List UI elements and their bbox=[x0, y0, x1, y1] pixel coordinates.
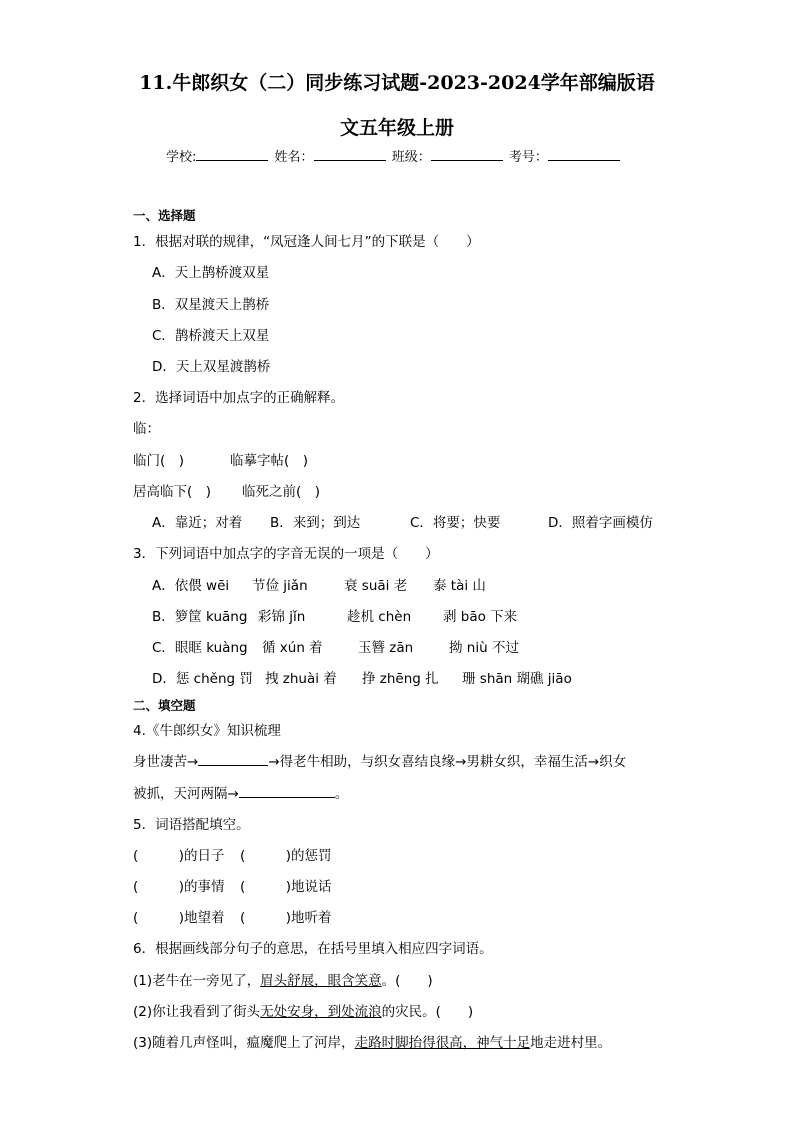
q4-stem: 4.《牛郎织女》知识梳理 bbox=[133, 723, 281, 739]
q1-option-b[interactable]: B．双星渡天上鹊桥 bbox=[152, 297, 270, 313]
q5-item-6[interactable]: ( )地听着 bbox=[240, 910, 332, 926]
q1-option-a[interactable]: A．天上鹊桥渡双星 bbox=[152, 265, 270, 281]
school-label: 学校: bbox=[166, 150, 197, 165]
q4-line-1 bbox=[133, 753, 626, 771]
q3-c-word-4: 拗 niù 不过 bbox=[449, 640, 519, 656]
q4-blank-2[interactable] bbox=[239, 785, 335, 798]
q4-text-3: 被抓，天河两隔→ bbox=[133, 786, 239, 802]
q2-word: 临： bbox=[133, 421, 160, 437]
worksheet-title-line2: 文五年级上册 bbox=[339, 117, 454, 139]
q5-item-2[interactable]: ( )的惩罚 bbox=[240, 848, 332, 864]
q3-a-word-4: 泰 tài 山 bbox=[433, 578, 486, 594]
q6-s1-underlined: 眉头舒展，眼含笑意 bbox=[260, 973, 382, 989]
q6-s3-underlined: 走路时脚抬得很高，神气十足 bbox=[354, 1035, 531, 1051]
q6-s2-text: (2)你让我看到了街头 bbox=[133, 1004, 261, 1020]
q6-sentence-2 bbox=[133, 1003, 473, 1021]
q2-item-4: 临死之前( ) bbox=[242, 484, 321, 500]
q3-b-word-4: 剥 bāo 下来 bbox=[443, 609, 518, 625]
q3-stem: 3．下列词语中加点字的字音无误的一项是（ ） bbox=[133, 546, 439, 562]
q6-s1-text: (1)老牛在一旁见了， bbox=[133, 973, 261, 989]
q3-a-word-3: 衰 suāi 老 bbox=[344, 578, 408, 594]
q6-sentence-1 bbox=[133, 972, 433, 990]
q2-item-3: 居高临下( ) bbox=[133, 484, 212, 500]
q6-s2-underlined: 无处安身，到处流浪 bbox=[260, 1004, 382, 1020]
q1-option-d[interactable]: D．天上双星渡鹊桥 bbox=[152, 359, 271, 375]
q2-stem: 2．选择词语中加点字的正确解释。 bbox=[133, 390, 345, 406]
q5-item-3[interactable]: ( )的事情 bbox=[133, 879, 225, 895]
q3-option-b[interactable]: B．箩筐 kuāng bbox=[152, 609, 248, 625]
q6-s1-answer[interactable]: 。( ) bbox=[381, 973, 433, 989]
q6-stem: 6．根据画线部分句子的意思，在括号里填入相应四字词语。 bbox=[133, 941, 493, 957]
q3-d-word-3: 挣 zhēng 扎 bbox=[362, 671, 439, 687]
q3-a-word-2: 节俭 jiǎn bbox=[252, 578, 308, 594]
q3-option-d[interactable]: D．惩 chěng 罚 bbox=[152, 671, 253, 687]
q3-b-word-3: 趁机 chèn bbox=[347, 609, 412, 625]
q2-option-d[interactable]: D．照着字画模仿 bbox=[548, 515, 653, 531]
section-heading-choice: 一、选择题 bbox=[133, 208, 196, 223]
q6-s3-text: (3)随着几声怪叫，瘟魔爬上了河岸， bbox=[133, 1035, 355, 1051]
q4-text-4: 。 bbox=[334, 786, 349, 802]
q1-option-c[interactable]: C．鹊桥渡天上双星 bbox=[152, 328, 270, 344]
school-blank[interactable] bbox=[196, 148, 268, 161]
q2-option-a[interactable]: A．靠近；对着 bbox=[152, 515, 243, 531]
q6-sentence-3 bbox=[133, 1034, 611, 1052]
class-label: 班级： bbox=[391, 150, 431, 165]
q5-item-5[interactable]: ( )地望着 bbox=[133, 910, 225, 926]
q6-s2-answer[interactable]: 的灾民。( ) bbox=[381, 1004, 474, 1020]
q3-d-word-2: 拽 zhuài 着 bbox=[265, 671, 337, 687]
q4-blank-1[interactable] bbox=[198, 753, 268, 766]
name-blank[interactable] bbox=[314, 148, 386, 161]
q3-c-word-3: 玉簪 zān bbox=[358, 640, 414, 656]
q3-option-a[interactable]: A．依偎 wēi bbox=[152, 578, 230, 594]
q2-item-2: 临摹字帖( ) bbox=[230, 453, 309, 469]
q6-s3-tail: 地走进村里。 bbox=[530, 1035, 612, 1051]
q1-stem: 1．根据对联的规律，“凤冠逢人间七月”的下联是（ ） bbox=[133, 234, 480, 250]
q2-option-c[interactable]: C．将要；快要 bbox=[410, 515, 501, 531]
section-heading-fill: 二、填空题 bbox=[133, 698, 196, 713]
number-blank[interactable] bbox=[548, 148, 620, 161]
q2-item-1: 临门( ) bbox=[133, 453, 185, 469]
q3-d-word-4: 珊 shān 瑚礁 jiāo bbox=[462, 671, 572, 687]
class-blank[interactable] bbox=[431, 148, 503, 161]
q2-option-b[interactable]: B．来到；到达 bbox=[270, 515, 361, 531]
q3-b-word-2: 彩锦 jǐn bbox=[258, 609, 306, 625]
q4-text-1: 身世凄苦→ bbox=[133, 754, 199, 770]
number-label: 考号： bbox=[508, 150, 548, 165]
q3-option-c[interactable]: C．眼眶 kuàng bbox=[152, 640, 248, 656]
q5-stem: 5．词语搭配填空。 bbox=[133, 817, 250, 833]
q5-item-4[interactable]: ( )地说话 bbox=[240, 879, 332, 895]
worksheet-title-line1: 11.牛郎织女（二）同步练习试题-2023-2024学年部编版语 bbox=[139, 72, 655, 94]
q4-line-2 bbox=[133, 785, 348, 803]
name-label: 姓名： bbox=[274, 150, 314, 165]
student-info-row bbox=[166, 146, 622, 165]
q4-text-2: →得老牛相助，与织女喜结良缘→男耕女织，幸福生活→织女 bbox=[268, 754, 627, 770]
q5-item-1[interactable]: ( )的日子 bbox=[133, 848, 225, 864]
q3-c-word-2: 循 xún 着 bbox=[262, 640, 323, 656]
